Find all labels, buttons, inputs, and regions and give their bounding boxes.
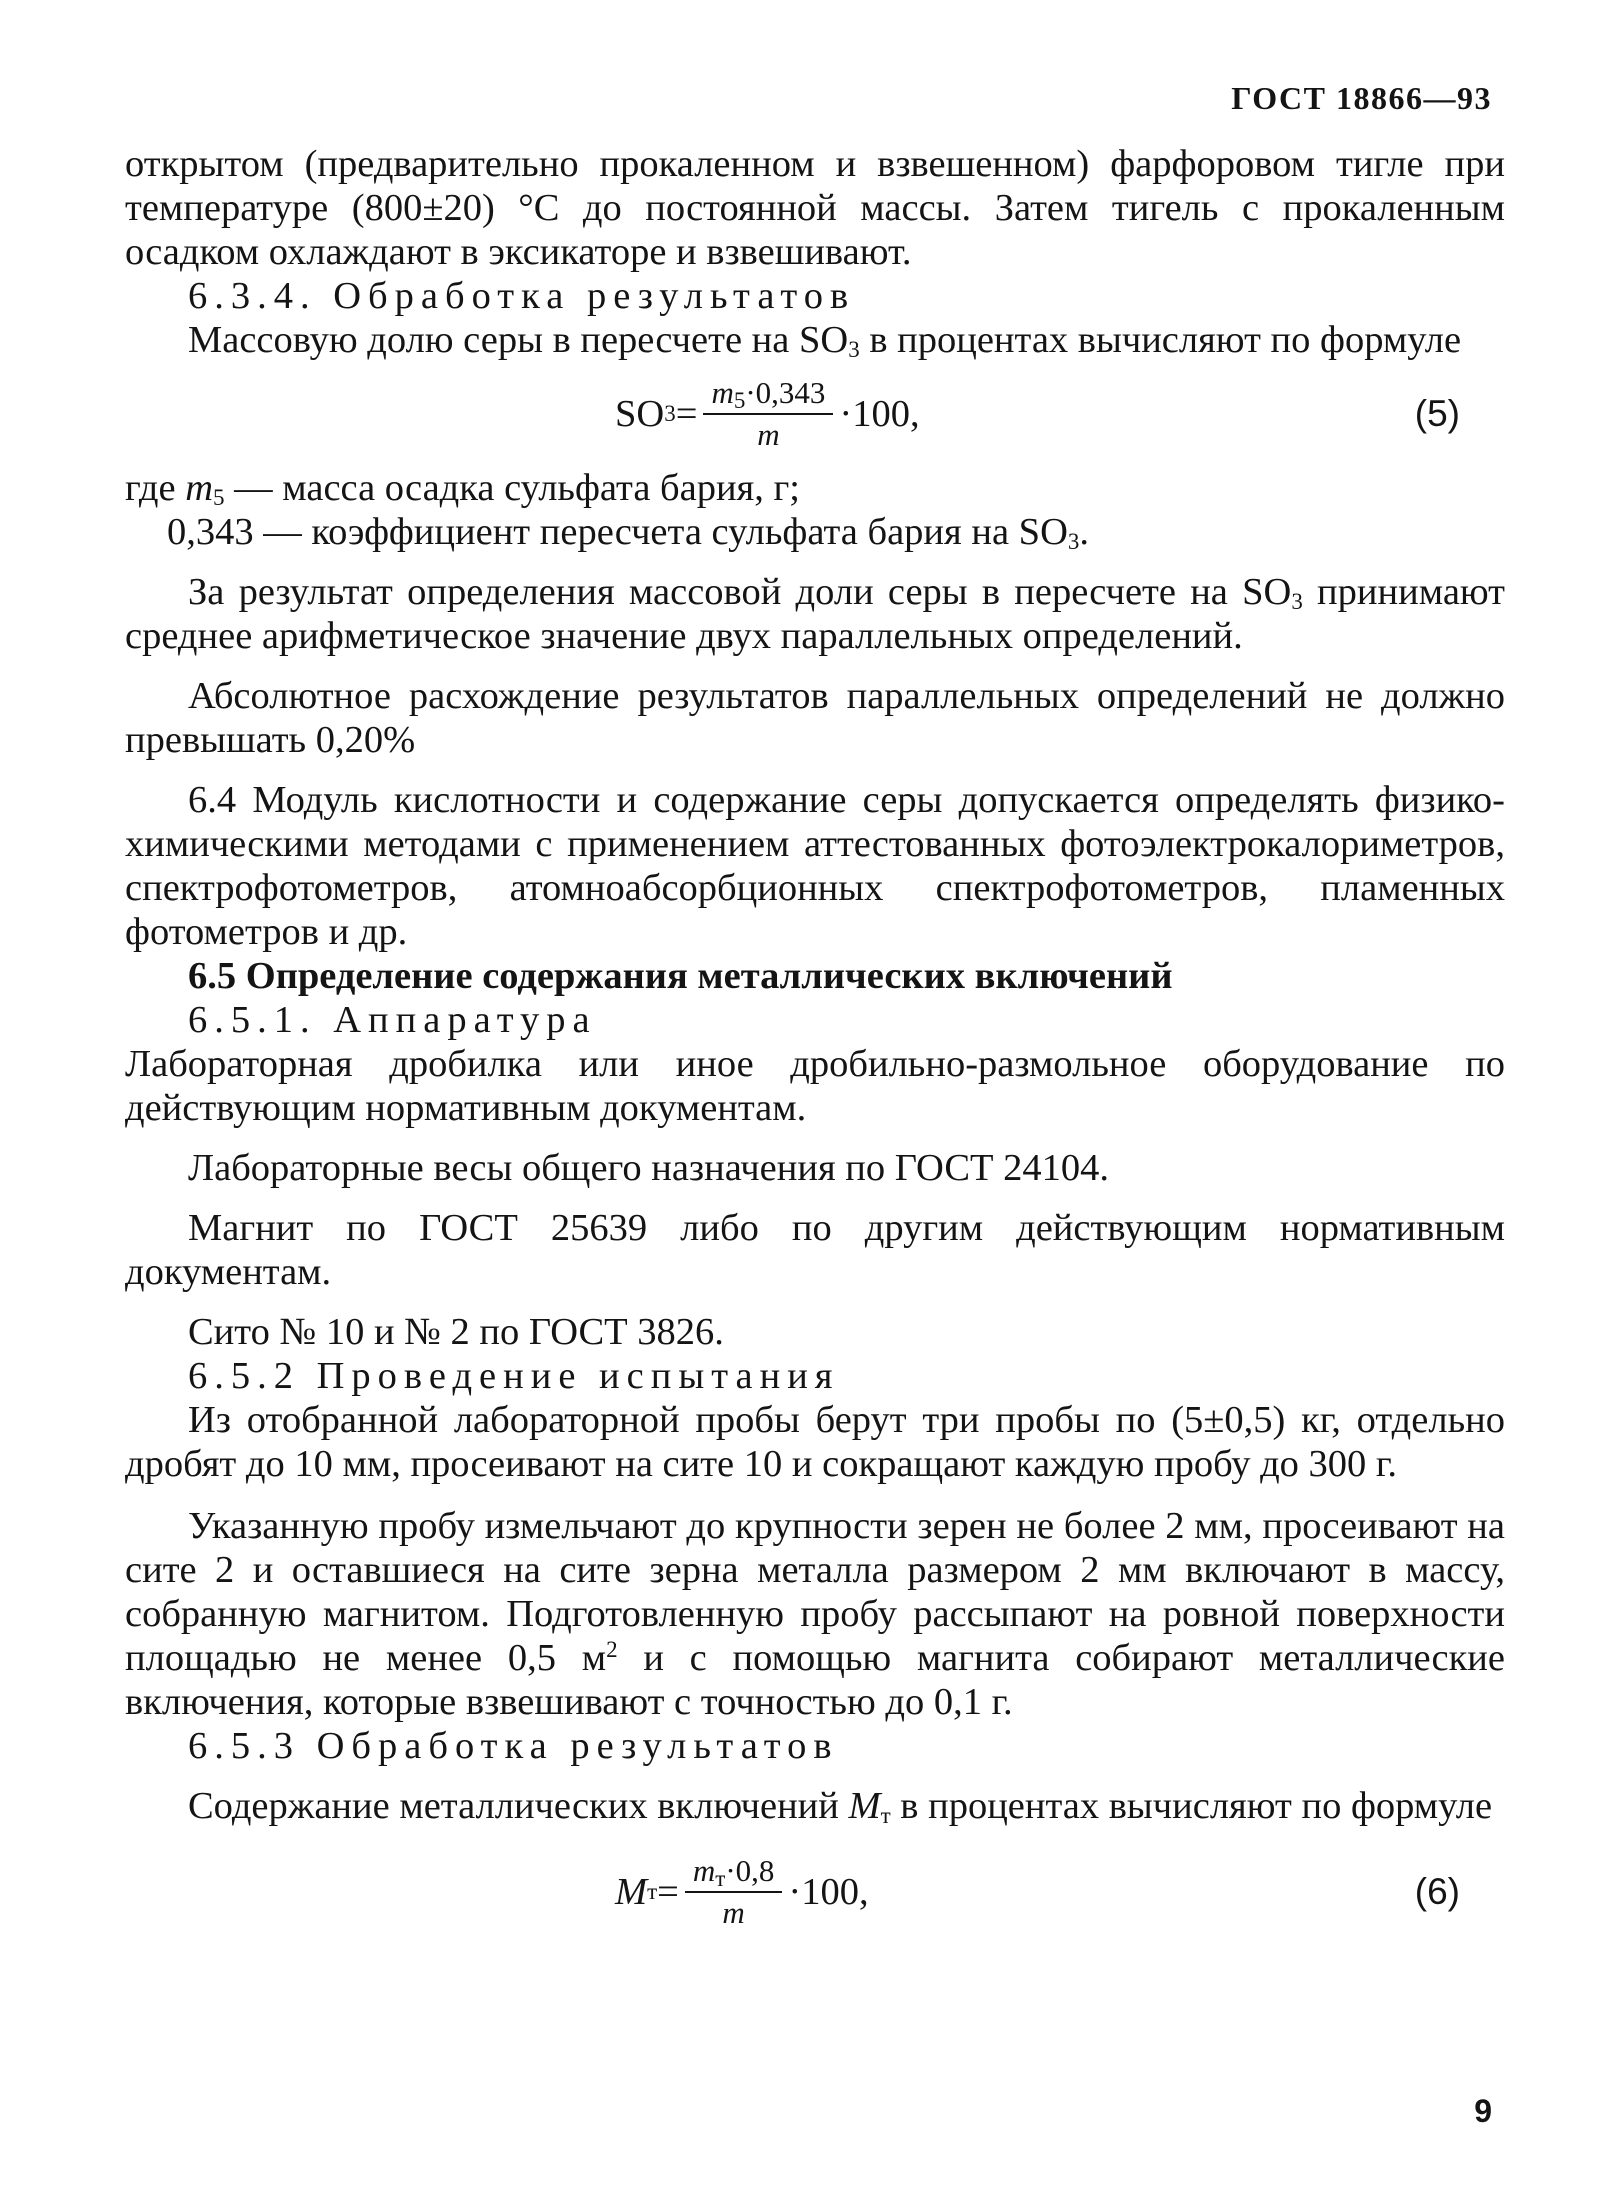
paragraph-metal-inclusions: Содержание металлических включений $M_т$ в процентах вычисляют по формуле [188, 1785, 1493, 1828]
legend-coefficient: 0,343 — коэффициент пересчета сульфата бария на $SO_3$. [167, 511, 1090, 554]
formula-5-denominator: m [757, 417, 780, 452]
formula-5-expression: SO 3 = $\frac{m_5\cdot 0,343}{m}$ ·100, [615, 362, 920, 466]
paragraph-sieve: Сито № 10 и № 2 по ГОСТ 3826. [188, 1311, 724, 1353]
formula-6-denominator: m [722, 1895, 745, 1930]
section-6-5-1-heading: 6.5.1. Аппаратура [188, 999, 597, 1041]
legend-m5: где $m_5$ — масса осадка сульфата бария, г; [125, 467, 801, 510]
document-header: ГОСТ 18866—93 [1231, 80, 1492, 116]
formula-6-numerator: $m_т\cdot 0,8$ [685, 1851, 783, 1893]
paragraph-sampling: Из отобранной лабораторной пробы берут три пробы по (5±0,5) кг, отдельно дробят до 10 мм, просеивают на сите 10 и сокращают каждую пробу до 300 г. [125, 1399, 1505, 1485]
paragraph-crucible: открытом (предварительно прокаленном и взвешенном) фарфоровом тигле при температуре (800±20) °С до постоянной массы. Затем тигель с прокаленным осадком охлаждают в эксикаторе и взвешивают. [125, 143, 1505, 273]
formula-6-expression: M т = $\frac{m_т\cdot 0,8}{m}$ ·100, [615, 1840, 869, 1944]
paragraph-absolute-discrepancy: Абсолютное расхождение результатов параллельных определений не должно превышать 0,20% [125, 675, 1505, 761]
paragraph-crusher: Лабораторная дробилка или иное дробильно-размольное оборудование по действующим нормативным документам. [125, 1043, 1505, 1129]
formula-6 [125, 1840, 1505, 1944]
section-6-5-heading: 6.5 Определение содержания металлических включений [188, 955, 1173, 997]
paragraph-magnet: Магнит по ГОСТ 25639 либо по другим действующим нормативным документам. [125, 1207, 1505, 1293]
section-6-5-3-heading: 6.5.3 Обработка результатов [188, 1725, 839, 1767]
paragraph-result-average: За результат определения массовой доли серы в пересчете на $SO_3$ принимают среднее арифметическое значение двух параллельных определений. [125, 571, 1505, 657]
formula-5-number: (5) [1414, 393, 1460, 434]
section-6-5-2-heading: 6.5.2 Проведение испытания [188, 1355, 840, 1397]
paragraph-scales: Лабораторные весы общего назначения по ГОСТ 24104. [188, 1147, 1110, 1189]
paragraph-so3-mass-fraction: Массовую долю серы в пересчете на $SO_3$ в процентах вычисляют по формуле [188, 319, 1462, 362]
paragraph-6-4: 6.4 Модуль кислотности и содержание серы допускается определять физико-химическими методами с применением аттестованных фотоэлектрокалориметров, спектрофотометров, атомноабсорбционных спектрофотометров, пламенных фотометров и др. [125, 779, 1505, 953]
formula-6-number: (6) [1414, 1871, 1460, 1912]
section-6-3-4-heading: 6.3.4. Обработка результатов [188, 275, 856, 317]
document-body [125, 142, 1505, 1944]
formula-6-fraction [685, 1851, 783, 1933]
paragraph-grinding: Указанную пробу измельчают до крупности зерен не более 2 мм, просеивают на сите 2 и оставшиеся на сите зерна металла размером 2 мм включают в массу, собранную магнитом. Подготовленную пробу рассыпают на ровной поверхности площадью не менее 0,5 $м^2$ и с помощью магнита собирают металлические включения, которые взвешивают с точностью до 0,1 г. [125, 1505, 1505, 1723]
formula-5 [125, 362, 1505, 466]
page-number: 9 [1474, 2093, 1492, 2129]
formula-5-numerator: $m_5\cdot 0,343$ [703, 373, 833, 415]
formula-5-legend [125, 466, 1505, 554]
formula-5-fraction [703, 373, 833, 455]
